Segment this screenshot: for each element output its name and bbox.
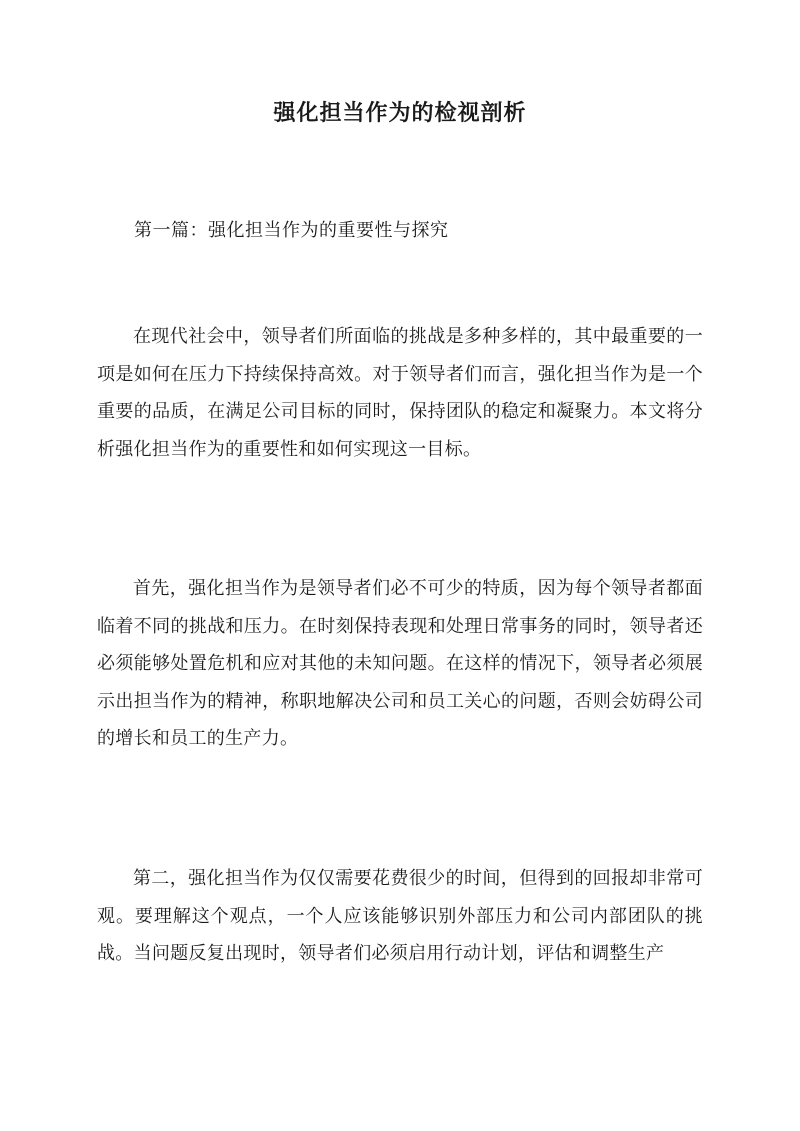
document-title: 强化担当作为的检视剖析 bbox=[273, 100, 527, 126]
body-paragraph-3: 第二，强化担当作为仅仅需要花费很少的时间，但得到的回报却非常可观。要理解这个观点，一个人应该能够识别外部压力和公司内部团队的挑战。当问题反复出现时，领导者们必须启用行动计划，评估和调整生产 bbox=[97, 868, 703, 964]
body-paragraph-2: 首先，强化担当作为是领导者们必不可少的特质，因为每个领导者都面临着不同的挑战和压力。在时刻保持表现和处理日常事务的同时，领导者还必须能够处置危机和应对其他的未知问题。在这样的情况下，领导者必须展示出担当作为的精神，称职地解决公司和员工关心的问题，否则会妨碍公司的增长和员工的生产力。 bbox=[97, 578, 703, 749]
body-paragraph-1: 在现代社会中，领导者们所面临的挑战是多种多样的，其中最重要的一项是如何在压力下持续保持高效。对于领导者们而言，强化担当作为是一个重要的品质，在满足公司目标的同时，保持团队的稳定和凝聚力。本文将分析强化担当作为的重要性和如何实现这一目标。 bbox=[97, 326, 703, 460]
section-heading: 第一篇：强化担当作为的重要性与探究 bbox=[134, 220, 449, 241]
